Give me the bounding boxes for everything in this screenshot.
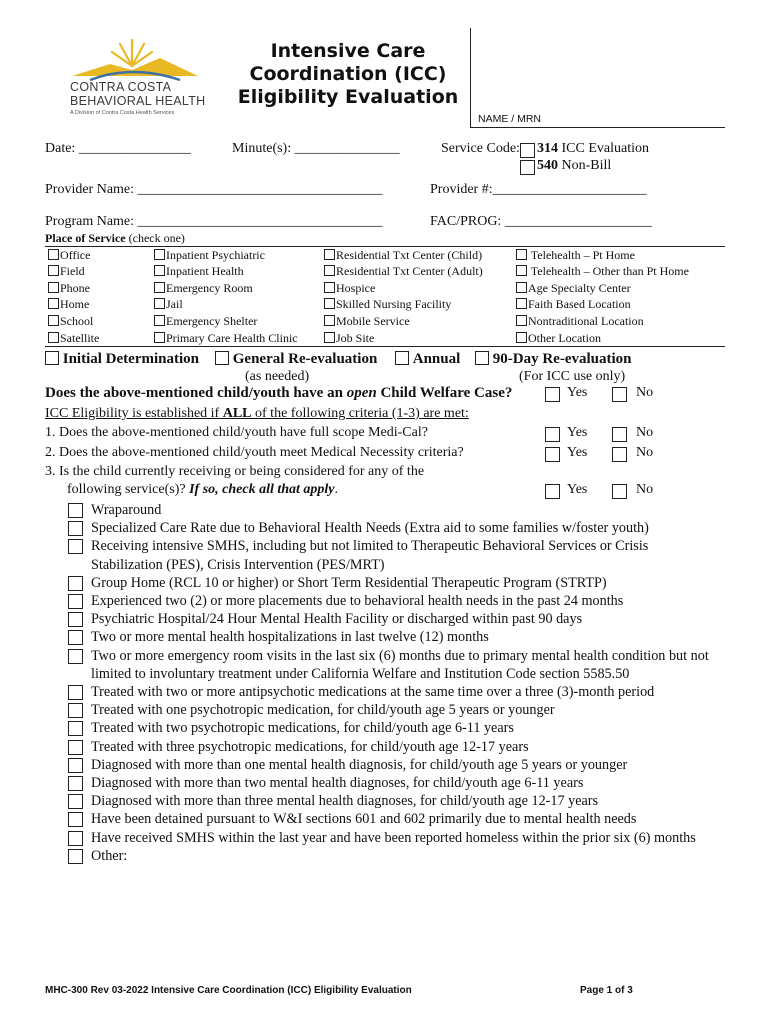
- service-item-label: Stabilization (PES), Crisis Intervention (PES/MRT): [91, 556, 385, 573]
- pos-option[interactable]: [324, 248, 482, 263]
- pos-option-label: Other Location: [528, 331, 601, 345]
- criteria-intro: ICC Eligibility is established if ALL of the following criteria (1-3) are met:: [45, 406, 469, 421]
- ninety-day-note: (For ICC use only): [519, 369, 626, 384]
- name-mrn-label: NAME / MRN: [478, 113, 541, 125]
- welfare-no-label: No: [636, 385, 654, 400]
- logo-line-2: BEHAVIORAL HEALTH: [70, 94, 206, 108]
- pos-checkbox[interactable]: [48, 265, 59, 276]
- pos-checkbox[interactable]: [516, 332, 527, 343]
- fac-prog-field[interactable]: FAC/PROG: _____________________: [430, 214, 652, 229]
- service-checkbox[interactable]: [68, 794, 83, 809]
- code-314-checkbox[interactable]: [520, 143, 535, 158]
- question-3-line-2: following service(s)? If so, check all that apply.: [67, 482, 339, 497]
- pos-option-label: Inpatient Psychiatric: [166, 248, 265, 262]
- pos-option[interactable]: [154, 248, 265, 263]
- pos-checkbox[interactable]: [48, 282, 59, 293]
- pos-option-label: Residential Txt Center (Adult): [336, 264, 483, 278]
- service-item-label: Treated with two psychotropic medications, for child/youth age 6-11 years: [91, 720, 514, 737]
- pos-option[interactable]: [154, 264, 244, 279]
- pos-checkbox[interactable]: [324, 332, 335, 343]
- general-checkbox[interactable]: [215, 351, 229, 365]
- service-item-label: Diagnosed with more than three mental health diagnoses, for child/youth age 12-17 years: [91, 793, 599, 810]
- pos-option[interactable]: [48, 314, 93, 329]
- pos-option-label: Emergency Room: [166, 281, 253, 295]
- service-item-label: limited to involuntary treatment under California Welfare and Institution Code section 5585.50: [91, 665, 630, 682]
- pos-top-border: [45, 246, 725, 247]
- pos-option-label: Age Specialty Center: [528, 281, 631, 295]
- question-2: 2. Does the above-mentioned child/youth meet Medical Necessity criteria?: [45, 445, 464, 460]
- general-note: (as needed): [245, 369, 310, 384]
- service-item-label: Two or more mental health hospitalizations in last twelve (12) months: [91, 629, 489, 646]
- welfare-yes-checkbox[interactable]: [545, 387, 560, 402]
- pos-option-label: Field: [60, 264, 85, 278]
- pos-option[interactable]: [324, 281, 375, 296]
- service-item-label: Diagnosed with more than two mental health diagnoses, for child/youth age 6-11 years: [91, 775, 584, 791]
- date-field[interactable]: Date: ________________: [45, 141, 191, 156]
- pos-option-label: Home: [60, 297, 90, 311]
- pos-option[interactable]: [516, 264, 689, 279]
- code-540-checkbox[interactable]: [520, 160, 535, 175]
- service-checkbox[interactable]: [68, 703, 83, 718]
- title-line-3: Eligibility Evaluation: [237, 86, 459, 108]
- pos-checkbox[interactable]: [516, 265, 527, 276]
- service-item-label: Have been detained pursuant to W&I sections 601 and 602 primarily due to mental health needs: [91, 811, 637, 828]
- service-checkbox[interactable]: [68, 521, 83, 536]
- pos-option-label: Telehealth – Pt Home: [530, 248, 635, 262]
- pos-option[interactable]: [48, 331, 99, 346]
- q1-no-label: No: [636, 425, 654, 440]
- logo-tagline: A Division of Contra Costa Health Services: [70, 110, 175, 116]
- pos-checkbox[interactable]: [48, 298, 59, 309]
- pos-option-label: Hospice: [336, 281, 376, 295]
- pos-option[interactable]: [48, 248, 90, 263]
- pos-option-label: Phone: [60, 281, 90, 295]
- q3-no-label: No: [636, 482, 654, 497]
- service-checkbox[interactable]: [68, 594, 83, 609]
- pos-option[interactable]: [516, 248, 635, 263]
- service-checkbox[interactable]: [68, 539, 83, 554]
- pos-option-label: School: [60, 314, 94, 328]
- service-checkbox[interactable]: [68, 685, 83, 700]
- welfare-question: Does the above-mentioned child/youth have an open Child Welfare Case?: [45, 385, 513, 401]
- pos-option-label: Primary Care Health Clinic: [166, 331, 298, 345]
- initial-checkbox[interactable]: [45, 351, 59, 365]
- pos-checkbox[interactable]: [48, 249, 59, 260]
- pos-option-label: Skilled Nursing Facility: [336, 297, 452, 311]
- logo-line-1: CONTRA COSTA: [70, 80, 172, 94]
- pos-option[interactable]: [516, 281, 631, 296]
- service-item-label: Two or more emergency room visits in the last six (6) months due to primary mental health condition but not: [91, 647, 709, 664]
- pos-option-label: Jail: [166, 297, 183, 311]
- title-line-2: Coordination (ICC): [249, 63, 447, 85]
- question-3-line-1: 3. Is the child currently receiving or being considered for any of the: [45, 464, 425, 479]
- place-of-service-label: Place of Service (check one): [45, 231, 185, 245]
- pos-option[interactable]: [516, 314, 644, 329]
- welfare-no-checkbox[interactable]: [612, 387, 627, 402]
- service-checkbox[interactable]: [68, 503, 83, 518]
- header-divider: [470, 28, 471, 128]
- name-mrn-line: [470, 127, 725, 128]
- q2-no-label: No: [636, 445, 654, 460]
- service-item-label: Treated with two or more antipsychotic medications at the same time over a three (3)-month period: [91, 684, 655, 700]
- question-1: 1. Does the above-mentioned child/youth have full scope Medi-Cal?: [45, 425, 428, 440]
- pos-bottom-border: [45, 346, 725, 347]
- pos-checkbox[interactable]: [154, 332, 165, 343]
- ninety-day-option[interactable]: 90-Day Re-evaluation: [475, 351, 632, 368]
- pos-option[interactable]: [48, 264, 85, 279]
- q1-yes-label: Yes: [567, 425, 588, 440]
- code-314: 314 ICC Evaluation: [537, 141, 649, 156]
- service-checkbox[interactable]: [68, 630, 83, 645]
- service-checkbox[interactable]: [68, 721, 83, 736]
- pos-option-label: Office: [60, 248, 91, 262]
- pos-checkbox[interactable]: [324, 298, 335, 309]
- q3-no-checkbox[interactable]: [612, 484, 627, 499]
- pos-option-label: Mobile Service: [336, 314, 410, 328]
- service-item-label: Experienced two (2) or more placements due to behavioral health needs in the past 24 months: [91, 593, 624, 609]
- page-title: [228, 40, 468, 109]
- annual-checkbox[interactable]: [395, 351, 409, 365]
- pos-checkbox[interactable]: [154, 249, 165, 260]
- q3-yes-label: Yes: [567, 482, 588, 497]
- service-checkbox[interactable]: [68, 831, 83, 846]
- pos-checkbox[interactable]: [154, 315, 165, 326]
- annual-option[interactable]: Annual: [395, 351, 460, 368]
- pos-checkbox[interactable]: [324, 282, 335, 293]
- q2-no-checkbox[interactable]: [612, 447, 627, 462]
- pos-option[interactable]: [516, 331, 601, 346]
- pos-option[interactable]: [324, 331, 374, 346]
- provider-name-field[interactable]: Provider Name: ___________________________________: [45, 182, 383, 197]
- sun-mountain-logo-icon: [70, 36, 200, 86]
- pos-option[interactable]: [324, 297, 451, 312]
- service-item-label: Treated with three psychotropic medications, for child/youth age 12-17 years: [91, 738, 529, 755]
- pos-checkbox[interactable]: [154, 282, 165, 293]
- footer-form-id: MHC-300 Rev 03-2022 Intensive Care Coordination (ICC) Eligibility Evaluation: [45, 985, 412, 996]
- service-item-label: Group Home (RCL 10 or higher) or Short Term Residential Therapeutic Program (STRTP): [91, 574, 607, 591]
- pos-option-label: Satellite: [60, 331, 100, 345]
- service-item-label: Specialized Care Rate due to Behavioral Health Needs (Extra aid to some families w/foster youth): [91, 520, 649, 537]
- service-item-label: Other:: [91, 847, 128, 864]
- pos-option-label: Job Site: [336, 331, 375, 345]
- service-checkbox[interactable]: [68, 740, 83, 755]
- pos-option-label: Residential Txt Center (Child): [336, 248, 483, 262]
- q2-yes-checkbox[interactable]: [545, 447, 560, 462]
- service-checkbox[interactable]: [68, 812, 83, 827]
- ninety-day-checkbox[interactable]: [475, 351, 489, 365]
- pos-checkbox[interactable]: [324, 315, 335, 326]
- service-checkbox[interactable]: [68, 758, 83, 773]
- pos-checkbox[interactable]: [324, 265, 335, 276]
- pos-option[interactable]: [154, 314, 257, 329]
- q3-yes-checkbox[interactable]: [545, 484, 560, 499]
- service-item-label: Psychiatric Hospital/24 Hour Mental Health Facility or discharged within past 90 days: [91, 611, 583, 628]
- service-checkbox[interactable]: [68, 849, 83, 864]
- service-checkbox[interactable]: [68, 612, 83, 627]
- service-item-label: Have received SMHS within the last year and have been reported homeless within the prior six (6) months: [91, 829, 696, 846]
- service-item-label: Diagnosed with more than one mental health diagnosis, for child/youth age 5 years or younger: [91, 756, 628, 773]
- pos-option[interactable]: [324, 264, 483, 279]
- pos-checkbox[interactable]: [516, 298, 527, 309]
- minutes-field[interactable]: Minute(s): _______________: [232, 141, 400, 156]
- title-line-1: Intensive Care: [270, 40, 426, 62]
- initial-determination-option[interactable]: Initial Determination: [45, 351, 199, 368]
- pos-option-label: Emergency Shelter: [166, 314, 258, 328]
- pos-option-label: Nontraditional Location: [528, 314, 644, 328]
- pos-option[interactable]: [516, 297, 631, 312]
- pos-option[interactable]: [154, 331, 298, 346]
- pos-checkbox[interactable]: [48, 315, 59, 326]
- pos-option[interactable]: [154, 297, 183, 312]
- general-reevaluation-option[interactable]: General Re-evaluation: [215, 351, 377, 368]
- service-code-label: Service Code:: [441, 141, 520, 156]
- pos-checkbox[interactable]: [324, 249, 335, 260]
- q1-yes-checkbox[interactable]: [545, 427, 560, 442]
- pos-option[interactable]: [154, 281, 253, 296]
- q1-no-checkbox[interactable]: [612, 427, 627, 442]
- pos-checkbox[interactable]: [516, 282, 527, 293]
- pos-checkbox[interactable]: [154, 265, 165, 276]
- service-checkbox[interactable]: [68, 649, 83, 664]
- pos-checkbox[interactable]: [516, 249, 527, 260]
- service-checkbox[interactable]: [68, 776, 83, 791]
- welfare-yes-label: Yes: [567, 385, 588, 400]
- pos-option-label: Telehealth – Other than Pt Home: [530, 264, 689, 278]
- service-item-label: Wraparound: [91, 502, 162, 518]
- pos-option[interactable]: [48, 297, 89, 312]
- pos-checkbox[interactable]: [516, 315, 527, 326]
- footer-page-number: Page 1 of 3: [580, 985, 633, 996]
- provider-number-field[interactable]: Provider #:______________________: [430, 182, 647, 197]
- program-name-field[interactable]: Program Name: ___________________________________: [45, 214, 383, 229]
- code-540: 540 Non-Bill: [537, 158, 612, 173]
- service-item-label: Treated with one psychotropic medication, for child/youth age 5 years or younger: [91, 702, 555, 719]
- pos-checkbox[interactable]: [154, 298, 165, 309]
- pos-checkbox[interactable]: [48, 332, 59, 343]
- pos-option-label: Faith Based Location: [528, 297, 631, 311]
- q2-yes-label: Yes: [567, 445, 588, 460]
- service-checkbox[interactable]: [68, 576, 83, 591]
- service-item-label: Receiving intensive SMHS, including but not limited to Therapeutic Behavioral Services or Crisis: [91, 538, 649, 555]
- pos-option[interactable]: [48, 281, 90, 296]
- pos-option-label: Inpatient Health: [166, 264, 244, 278]
- pos-option[interactable]: [324, 314, 410, 329]
